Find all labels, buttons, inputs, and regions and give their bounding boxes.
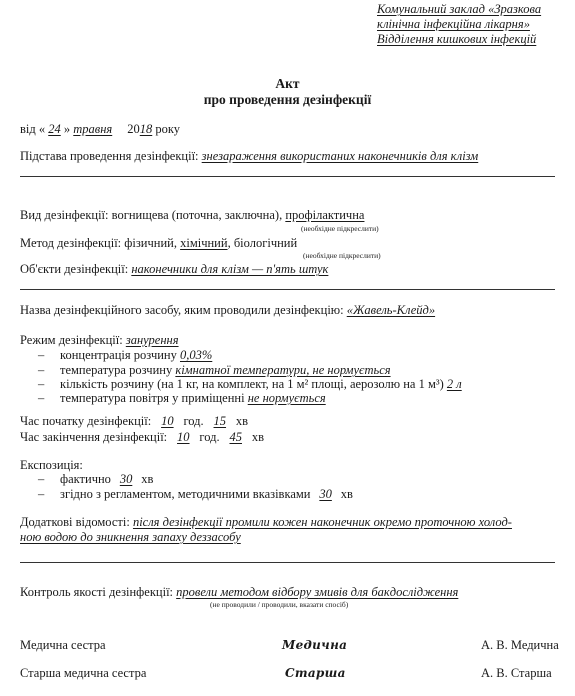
additional-line1: після дезінфекції промили кожен наконечник окремо проточною холод- — [132, 515, 512, 529]
start-minutes: 15 — [213, 414, 227, 428]
objects-value: наконечники для клізм — п'ять штук — [131, 262, 329, 276]
mode-item-value: 2 л — [446, 377, 462, 391]
additional-line2: ною водою до зникнення запаху деззасобу — [20, 530, 241, 544]
date-year-suffix: 18 — [139, 122, 153, 136]
mode-row — [20, 333, 200, 348]
method-note: (необхідне підкреслити) — [303, 251, 381, 260]
mode-item-label: температура повітря у приміщенні — [60, 391, 245, 405]
mode-item-label: температура розчину — [60, 363, 173, 377]
signer-name: А. В. Старша — [481, 666, 552, 680]
blank-line — [20, 289, 555, 290]
blank-line — [20, 176, 555, 177]
basis-row — [20, 149, 478, 164]
end-hours: 10 — [177, 430, 190, 444]
exposure-actual-value: 30 — [119, 472, 133, 486]
mode-item-label: концентрація розчину — [60, 348, 177, 362]
end-minutes: 45 — [229, 430, 242, 444]
mode-item-label: кількість розчину (на 1 кг, на комплект, на 1 м² площі, аерозолю на 1 м³) — [60, 377, 444, 391]
exposure-regulation-label: згідно з регламентом, методичними вказівками — [60, 487, 311, 501]
end-time-label: Час закінчення дезінфекції: — [20, 430, 168, 444]
method-row — [20, 236, 297, 251]
quality-value: провели методом відбору змивів для бакдослідження — [176, 585, 459, 599]
exposure-actual-label: фактично — [60, 472, 111, 486]
agent-value: «Жавель-Клейд» — [346, 303, 436, 317]
signer-role: Медична сестра — [20, 638, 106, 652]
date-line — [20, 122, 180, 137]
quality-label: Контроль якості дезінфекції: — [20, 585, 174, 599]
exposure-actual-row: – фактично 30 хв — [38, 472, 154, 486]
date-mid: » — [63, 122, 71, 136]
quality-note: (не проводили / проводили, вказати спосіб) — [210, 600, 349, 609]
mode-value: занурення — [125, 333, 179, 347]
signature: Медична — [282, 638, 348, 652]
signature: Старша — [285, 666, 346, 680]
department-name: Відділення кишкових інфекцій — [377, 32, 537, 46]
method-label: Метод дезінфекції: фізичний, — [20, 236, 177, 250]
end-hours-unit: год. — [199, 430, 220, 444]
date-month: травня — [73, 122, 113, 136]
quality-row — [20, 585, 504, 600]
exposure-regulation-unit: хв — [340, 487, 353, 501]
type-selected: профілактична — [285, 208, 365, 222]
exposure-label: Експозиція: — [20, 458, 83, 472]
date-day: 24 — [48, 122, 61, 136]
date-prefix: від « — [20, 122, 46, 136]
basis-value: знезараження використаних наконечників для клізм — [201, 149, 479, 163]
mode-item: – температура розчину кімнатної температури, не нормується — [38, 363, 391, 377]
agent-label: Назва дезінфекційного засобу, яким проводили дезінфекцію: — [20, 303, 344, 317]
start-time-label: Час початку дезінфекції: — [20, 414, 152, 428]
date-year-prefix: 20 — [127, 122, 140, 136]
signer-name: А. В. Медична — [481, 638, 559, 652]
mode-item-value: 0,03% — [179, 348, 213, 362]
end-minutes-unit: хв — [251, 430, 265, 444]
mode-label: Режим дезінфекції: — [20, 333, 123, 347]
type-note: (необхідне підкреслити) — [301, 224, 379, 233]
mode-item: – кількість розчину (на 1 кг, на комплект, на 1 м² площі, аерозолю на 1 м³) 2 л — [38, 377, 483, 392]
start-hours-unit: год. — [183, 414, 204, 428]
mode-item-value: не нормується — [247, 391, 326, 405]
exposure-regulation-row: – згідно з регламентом, методичними вказівками 30 хв — [38, 487, 353, 501]
type-label: Вид дезінфекції: вогнищева (поточна, заключна), — [20, 208, 283, 222]
method-rest: , біологічний — [227, 236, 298, 250]
additional-row — [20, 515, 512, 530]
exposure-actual-unit: хв — [141, 472, 154, 486]
method-selected: хімічний — [180, 236, 228, 250]
basis-label: Підстава проведення дезінфекції: — [20, 149, 199, 163]
end-time-row — [20, 430, 264, 445]
mode-item: – концентрація розчину 0,03% — [38, 348, 225, 363]
agent-row — [20, 303, 435, 318]
document-subtitle: про проведення дезінфекції — [203, 92, 372, 107]
mode-item-value: кімнатної температури, не нормується — [175, 363, 391, 377]
type-row — [20, 208, 364, 223]
additional-label: Додаткові відомості: — [20, 515, 130, 529]
start-minutes-unit: хв — [235, 414, 249, 428]
signer-role: Старша медична сестра — [20, 666, 147, 680]
institution-name-cont: клінічна інфекційна лікарня» — [377, 17, 530, 31]
document-title: Акт — [275, 76, 300, 91]
institution-name: Комунальний заклад «Зразкова — [377, 2, 542, 16]
start-hours: 10 — [161, 414, 174, 428]
date-suffix: року — [155, 122, 181, 136]
blank-line — [20, 562, 555, 563]
objects-row — [20, 262, 328, 277]
objects-label: Об'єкти дезінфекції: — [20, 262, 129, 276]
mode-item: – температура повітря у приміщенні не нормується — [38, 391, 358, 406]
exposure-regulation-value: 30 — [319, 487, 332, 501]
start-time-row — [20, 414, 248, 429]
